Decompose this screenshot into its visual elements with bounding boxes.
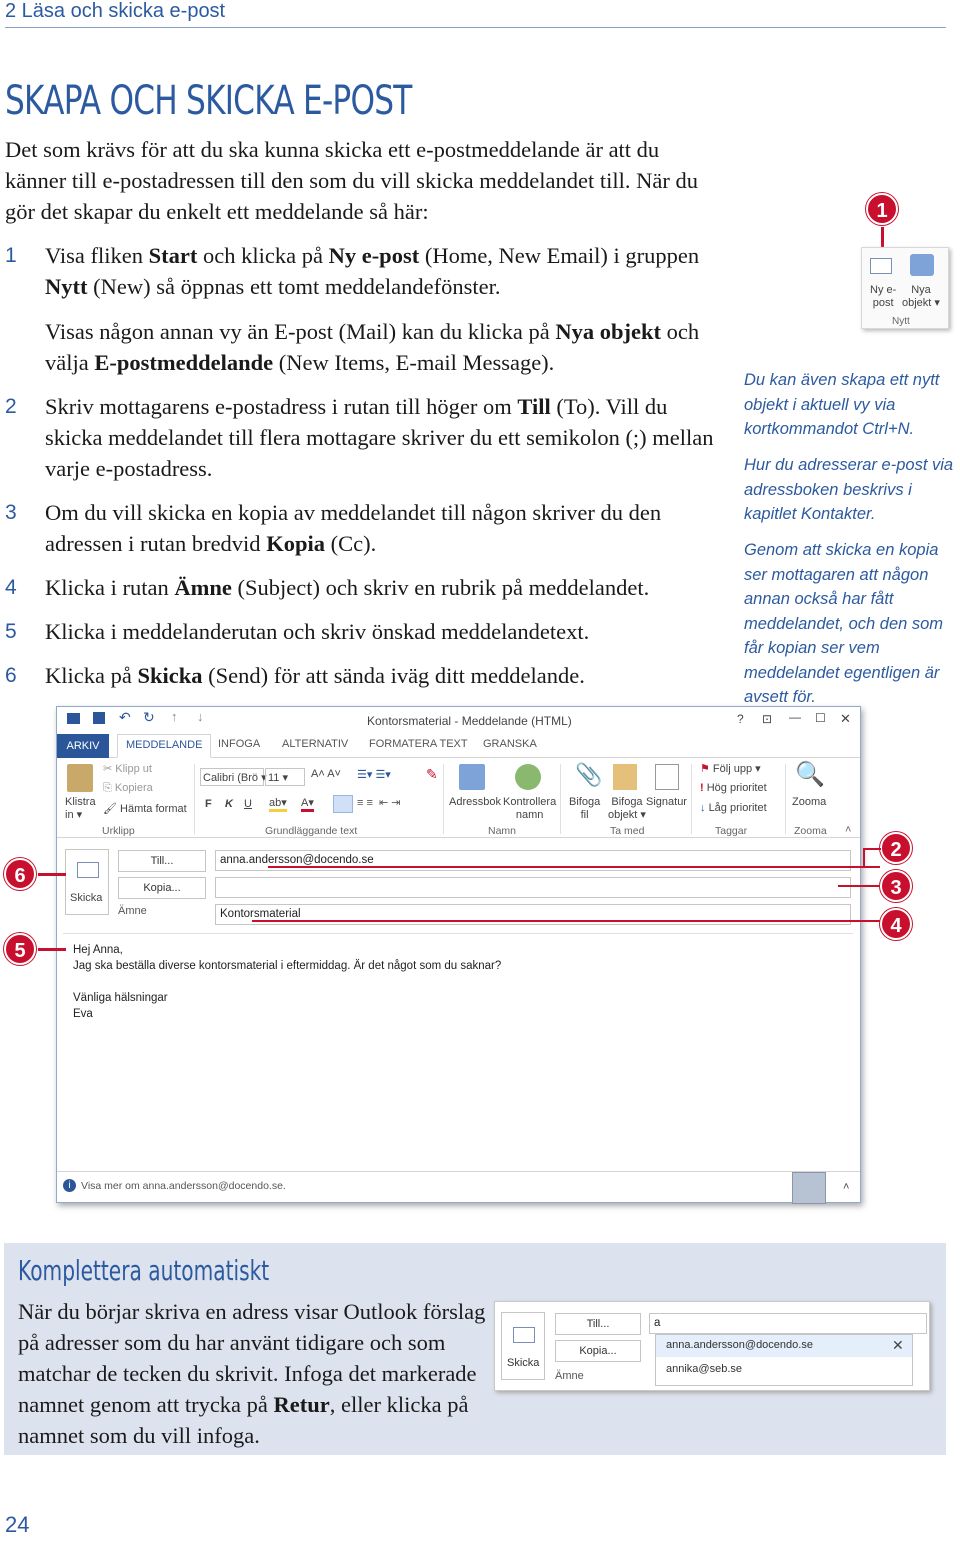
callout-5: 5 [4, 933, 36, 965]
group-grundlaggande-text: Grundläggande text [265, 825, 358, 837]
callout-3-line [838, 885, 880, 887]
tab-granska[interactable]: GRANSKA [483, 738, 537, 750]
copy-icon: ⎘ [103, 782, 115, 794]
callout-3: 3 [880, 870, 912, 902]
section-title: SKAPA OCH SKICKA E-POST [5, 78, 412, 124]
tab-alternativ[interactable]: ALTERNATIV [282, 738, 349, 750]
callout-2-connector [863, 848, 881, 850]
highlight-icon[interactable]: ab▾ [269, 796, 287, 812]
down-arrow-icon: ↓ [700, 802, 709, 814]
separator [443, 764, 444, 834]
suggestion-item-selected[interactable]: anna.andersson@docendo.se [656, 1335, 912, 1357]
callout-6: 6 [4, 858, 36, 890]
clear-format-icon[interactable]: ✎ [426, 766, 438, 782]
mini-subject-label: Ämne [555, 1370, 584, 1382]
title-bar [57, 707, 860, 734]
intro-paragraph: Det som krävs för att du ska kunna skicka ett e-postmeddelande är att du känner till e-postadressen till den som du vill skicka meddelandet till. När du gör det skapar du enkelt ett meddelande så här: [5, 137, 698, 224]
attach-item-icon [613, 764, 637, 790]
format-painter-button[interactable]: 🖌 Hämta format [103, 803, 187, 815]
send-button[interactable] [65, 849, 109, 915]
group-zooma: Zooma [794, 825, 827, 837]
up-arrow-icon[interactable]: ↑ [171, 709, 178, 724]
step-2 [5, 391, 715, 484]
callout-1: 1 [866, 193, 898, 225]
step-3 [5, 497, 715, 559]
zoom-button[interactable]: Zooma [792, 796, 827, 808]
address-book-icon [459, 764, 485, 790]
mini-to-field[interactable]: a [649, 1313, 927, 1334]
avatar [792, 1172, 826, 1204]
attach-file-button[interactable]: Bifoga fil [569, 796, 601, 821]
signature-icon [655, 764, 679, 790]
attach-item-button[interactable]: Bifoga objekt ▾ [608, 796, 646, 821]
undo-icon[interactable]: ↶ [119, 709, 131, 725]
group-label-new: Nytt [892, 316, 910, 327]
exclamation-icon: ! [700, 782, 707, 794]
new-email-icon [870, 258, 892, 274]
step-number: 5 [5, 620, 17, 643]
group-urklipp: Urklipp [102, 825, 135, 837]
paste-button[interactable]: Klistra in ▾ [65, 796, 96, 821]
to-button[interactable]: Till... [118, 850, 206, 872]
new-items-button[interactable]: Nya objekt ▾ [902, 284, 940, 309]
subject-field[interactable]: Kontorsmaterial [215, 904, 851, 925]
copy-button[interactable]: ⎘ Kopiera [103, 782, 153, 794]
callout-2: 2 [880, 832, 912, 864]
down-arrow-icon[interactable]: ↓ [197, 709, 204, 724]
font-name-select[interactable]: Calibri (Brö ▾ [200, 768, 264, 786]
callout-4: 4 [880, 908, 912, 940]
running-head: 2 Läsa och skicka e-post [5, 0, 226, 22]
ribbon [57, 758, 860, 838]
step-text: Om du vill skicka en kopia av meddelandet till någon skriver du den adressen i rutan bredvid Kopia (Cc). [45, 500, 662, 556]
redo-icon[interactable]: ↻ [143, 709, 155, 725]
flag-icon: ⚑ [700, 763, 713, 775]
step-text: Visa fliken Start och klicka på Ny e-post (Home, New Email) i gruppen Nytt (New) så öppnas ett tomt meddelandefönster. [45, 243, 700, 299]
bullets-icon[interactable]: ☰▾ ☰▾ [357, 769, 391, 781]
send-envelope-icon [77, 862, 99, 878]
paste-icon [67, 764, 93, 792]
check-names-button[interactable]: Kontrollera namn [503, 796, 557, 821]
separator [560, 764, 561, 834]
step-number: 1 [5, 244, 17, 267]
group-namn: Namn [488, 825, 517, 837]
tab-formatera-text[interactable]: FORMATERA TEXT [369, 738, 468, 750]
suggestion-item[interactable]: annika@seb.se [666, 1363, 742, 1375]
maximize-button[interactable]: ☐ [815, 711, 826, 725]
body-line: Jag ska beställa diverse kontorsmaterial i eftermiddag. Är det något som du saknar? [73, 960, 502, 972]
body-line: Vänliga hälsningar [73, 992, 168, 1004]
body-line: Hej Anna, [73, 944, 123, 956]
high-importance-button[interactable]: ! Hög prioritet [700, 782, 767, 794]
step-number: 6 [5, 664, 17, 687]
close-button[interactable]: ✕ [840, 711, 851, 726]
align-left-icon[interactable] [333, 795, 353, 813]
callout-6-line [38, 873, 66, 876]
help-button[interactable]: ? [737, 712, 744, 726]
cc-button[interactable]: Kopia... [118, 877, 206, 899]
people-pane [57, 1171, 860, 1203]
separator [194, 764, 195, 834]
step-4 [5, 572, 715, 603]
step-number: 2 [5, 395, 17, 418]
window-title: Kontorsmaterial - Meddelande (HTML) [367, 714, 572, 728]
to-field[interactable]: anna.andersson@docendo.se [215, 850, 851, 871]
people-info-text[interactable]: Visa mer om anna.andersson@docendo.se. [81, 1180, 286, 1192]
step-text: Skriv mottagarens e-postadress i rutan till höger om Till (To). Vill du skicka meddelandet till flera mottagare skriver du ett semikolon (;) mellan varje e-postadress. [45, 394, 714, 481]
paperclip-icon: 📎 [575, 762, 603, 787]
tip-box-title: Komplettera automatiskt [18, 1254, 270, 1287]
ribbon-display-button[interactable]: ⊡ [762, 712, 773, 726]
message-window [56, 706, 861, 1203]
suggestion-list [655, 1334, 913, 1386]
save-icon[interactable] [93, 712, 105, 724]
group-ta-med: Ta med [610, 825, 645, 837]
low-importance-button[interactable]: ↓ Låg prioritet [700, 802, 767, 814]
scissors-icon: ✂ [103, 763, 116, 775]
grow-font-icon[interactable]: A˄ A˅ [311, 768, 341, 780]
info-icon: i [63, 1179, 76, 1192]
mini-send-button[interactable] [501, 1312, 545, 1380]
separator [691, 764, 692, 834]
bold-button[interactable]: F [205, 798, 212, 810]
minimize-button[interactable]: — [789, 710, 801, 724]
new-email-button[interactable]: Ny e- post [870, 284, 897, 309]
callout-5-line [38, 948, 66, 951]
tab-meddelande[interactable]: MEDDELANDE [117, 734, 211, 758]
send-label: Skicka [70, 892, 103, 904]
check-names-icon [515, 764, 541, 790]
step-number: 4 [5, 576, 17, 599]
collapse-ribbon-icon[interactable]: ˄ [845, 824, 852, 836]
side-note-copy: Genom att skicka en kopia ser mottagaren att någon annan också har fått meddelandet, och den som får kopian ser vem meddelandet egentligen är avsett för. [744, 541, 944, 706]
address-book-button[interactable]: Adressbok [449, 796, 501, 808]
remove-suggestion-icon[interactable]: ✕ [892, 1337, 904, 1353]
mini-send-label: Skicka [507, 1357, 540, 1369]
send-envelope-icon [513, 1327, 535, 1343]
callout-2-connector-v [863, 848, 865, 868]
step-text: Klicka i meddelanderutan och skriv önskad meddelandetext. [45, 619, 590, 644]
message-body[interactable] [63, 933, 853, 1171]
step-1-note [5, 316, 715, 378]
separator [785, 764, 786, 834]
italic-button[interactable]: K [225, 798, 233, 810]
step-6 [5, 660, 715, 691]
follow-up-button[interactable]: ⚑ Följ upp ▾ [700, 763, 761, 775]
outlook-icon [67, 713, 80, 724]
tip-box-text: När du börjar skriva en adress visar Outlook förslag på adresser som du har använt tidigare och som matchar de tecken du skrivit. Infoga det markerade namnet genom att trycka på Retur, eller klicka på namnet som du vill infoga. [18, 1299, 486, 1448]
cut-button[interactable]: ✂ Klipp ut [103, 763, 152, 775]
font-color-icon[interactable]: A▾ [301, 796, 314, 812]
zoom-icon: 🔍 [795, 761, 825, 788]
font-size-select[interactable]: 11 ▾ [265, 768, 305, 786]
step-number: 3 [5, 501, 17, 524]
mini-to-button[interactable]: Till... [555, 1313, 641, 1335]
ribbon-tabs [57, 734, 860, 758]
step-1 [5, 240, 715, 302]
autocomplete-screenshot [494, 1301, 930, 1391]
side-note-shortcut: Du kan även skapa ett nytt objekt i aktuell vy via kortkommandot Ctrl+N. [744, 371, 940, 438]
signature-button[interactable]: Signatur [646, 796, 687, 808]
cc-field[interactable] [215, 877, 851, 898]
callout-4-line [252, 920, 880, 922]
mini-cc-button[interactable]: Kopia... [555, 1340, 641, 1362]
step-text: Visas någon annan vy än E-post (Mail) kan du klicka på Nya objekt och välja E-postmeddelande (New Items, E-mail Message). [45, 319, 700, 375]
page-number: 24 [5, 1512, 30, 1537]
new-items-icon [910, 254, 934, 276]
side-note-addressbook: Hur du adresserar e-post via adressboken beskrivs i kapitlet Kontakter. [744, 456, 954, 523]
step-5 [5, 616, 715, 647]
subject-label: Ämne [118, 905, 147, 917]
underline-button[interactable]: U [244, 798, 252, 810]
ribbon-snippet-new [861, 247, 949, 329]
body-line: Eva [73, 1008, 93, 1020]
step-text: Klicka i rutan Ämne (Subject) och skriv en rubrik på meddelandet. [45, 575, 650, 600]
tab-infoga[interactable]: INFOGA [218, 738, 261, 750]
header-rule [5, 27, 946, 28]
tab-arkiv[interactable]: ARKIV [57, 734, 109, 758]
group-taggar: Taggar [715, 825, 748, 837]
expand-people-icon[interactable]: ˄ [843, 1181, 850, 1193]
brush-icon: 🖌 [103, 803, 121, 815]
step-text: Klicka på Skicka (Send) för att sända iväg ditt meddelande. [45, 663, 585, 688]
callout-2-line [268, 866, 880, 868]
align-icons[interactable]: ≡ ≡ ⇤ ⇥ [357, 797, 401, 809]
